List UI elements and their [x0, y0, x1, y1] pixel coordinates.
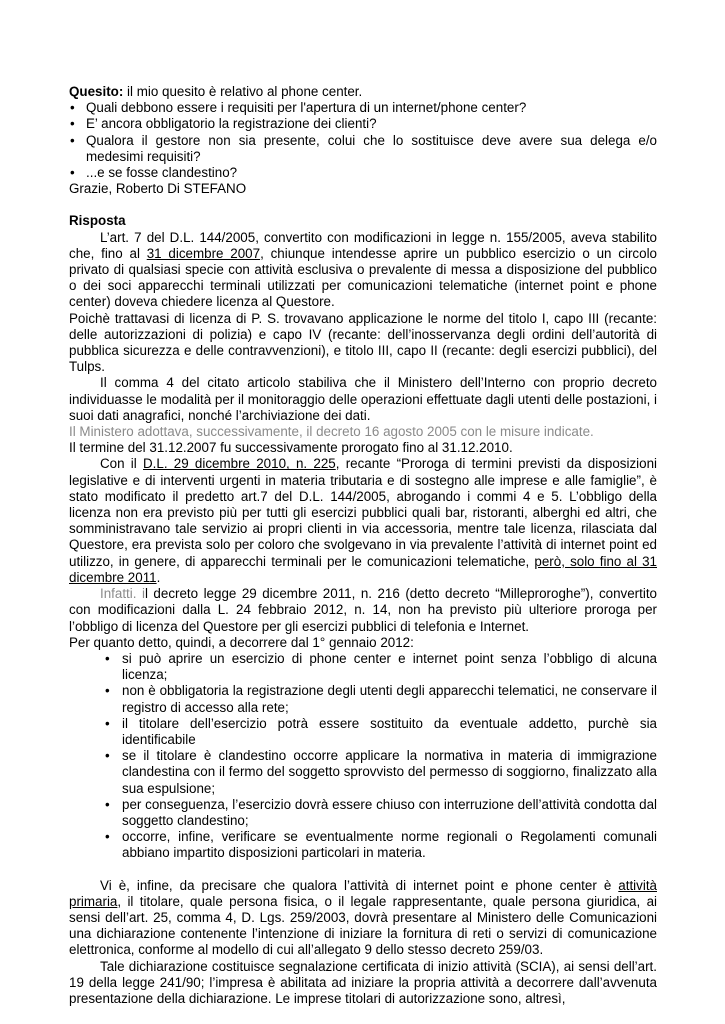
underlined-date: 31 dicembre 2007	[146, 245, 261, 261]
answer-heading: Risposta	[69, 213, 126, 229]
list-item: • occorre, infine, verificare se eventualmente norme regionali o Regolamenti comunali abbiano impartito disposizioni particolari in materia.	[105, 829, 657, 861]
spacer	[69, 197, 657, 213]
spacer	[69, 862, 657, 878]
question-text: il mio quesito è relativo al phone center.	[123, 84, 363, 99]
answer-paragraph: L’art. 7 del D.L. 144/2005, convertito con modificazioni in legge n. 155/2005, aveva stabilito che, fino al 31 dicembre 2007, chiunque intendesse aprire un pubblico esercizio o un circolo privato di qualsiasi specie con attività esclusiva o prevalente di messa a disposizione del pubblico o dei soci apparecchi terminali utilizzati per comunicazioni telematiche (internet point e phone center) doveva chiedere licenza al Questore.	[69, 229, 657, 310]
list-item: • si può aprire un esercizio di phone center e internet point senza l’obbligo di alcuna licenza;	[105, 651, 657, 683]
answer-paragraph: Con il D.L. 29 dicembre 2010, n. 225, recante “Proroga di termini previsti da disposizioni legislative e di interventi urgenti in materia tributaria e di sostegno alle imprese e alle famiglie”, è stato modificato il predetto art.7 del D.L. 144/2005, abrogando i commi 4 e 5. L’obbligo della licenza non era previsto più per tutti gli esercizi pubblici quali bar, ristoranti, alberghi ed altri, che somministravano tale servizio ai propri clienti in via accessoria, mentre tale licenza, rilasciata dal Questore, era prevista solo per coloro che svolgevano in via prevalente l’attività di internet point ed utilizzo, in genere, di apparecchi terminali per le comunicazioni telematiche, però, solo fino al 31 dicembre 2011.	[69, 456, 658, 585]
question-intro	[69, 84, 657, 100]
question-bullet: • ...e se fosse clandestino?	[69, 165, 657, 181]
list-item: • il titolare dell’esercizio potrà essere sostituito da eventuale addetto, purchè sia identificabile	[105, 716, 657, 748]
answer-paragraph: Il comma 4 del citato articolo stabiliva che il Ministero dell’Interno con proprio decreto individuasse le modalità per il monitoraggio delle operazioni effettuate dagli utenti delle postazioni, i suoi dati anagrafici, nonché l’archiviazione dei dati.	[69, 375, 657, 423]
answer-paragraph: Il termine del 31.12.2007 fu successivamente prorogato fino al 31.12.2010.	[69, 440, 513, 456]
underlined-decree: D.L. 29 dicembre 2010, n. 225	[143, 456, 336, 472]
underlined-deadline: però, solo fino al 31 dicembre 2011	[69, 553, 658, 585]
consequences-list	[69, 651, 657, 862]
list-item: • se il titolare è clandestino occorre applicare la normativa in materia di immigrazione clandestina con il fermo del soggetto sprovvisto del permesso di soggiorno, finalizzato alla sua espulsione;	[105, 748, 657, 797]
question-bullet: • Quali debbono essere i requisiti per l'apertura di un internet/phone center?	[69, 100, 657, 116]
question-bullet: • E’ ancora obbligatorio la registrazione dei clienti?	[69, 116, 657, 132]
answer-paragraph: Vi è, infine, da precisare che qualora l’attività di internet point e phone center è attività primaria, il titolare, quale persona fisica, o il legale rappresentante, quale persona giuridica, ai sensi dell’art. 25, comma 4, D. Lgs. 259/2003, dovrà presentare al Ministero delle Comunicazioni una dichiarazione contenente l’intenzione di iniziare la fornitura di reti o servizi di comunicazione elettronica, conforme al modello di cui all’allegato 9 dello stesso decreto 259/03.	[69, 877, 657, 958]
underlined-term: attività primaria	[69, 877, 657, 909]
question-signature: Grazie, Roberto Di STEFANO	[69, 181, 247, 197]
question-bullet: • Qualora il gestore non sia presente, colui che lo sostituisce deve avere sua delega e/o medesimi requisiti?	[69, 133, 657, 165]
list-item: • per conseguenza, l’esercizio dovrà essere chiuso con interruzione dell’attività condotta dal soggetto clandestino;	[105, 797, 657, 829]
answer-paragraph: Infatti. il decreto legge 29 dicembre 2011, n. 216 (detto decreto “Milleproroghe”), convertito con modificazioni dalla L. 24 febbraio 2012, n. 14, non ha previsto più ulteriore proroga per l’obbligo di licenza del Questore per gli esercizi pubblici di telefonia e Internet.	[69, 586, 657, 634]
list-item: • non è obbligatoria la registrazione degli utenti degli apparecchi telematici, ne conservare il registro di accesso alla rete;	[105, 683, 657, 715]
question-label: Quesito:	[69, 84, 124, 99]
answer-paragraph: Tale dichiarazione costituisce segnalazione certificata di inizio attività (SCIA), ai sensi dell’art. 19 della legge 241/90; l’impresa è abilitata ad iniziare la propria attività a decorrere dall’avvenuta presentazione della dichiarazione. Le imprese titolari di autorizzazione sono, altresì,	[69, 958, 657, 1006]
answer-paragraph: Per quanto detto, quindi, a decorrere dal 1° gennaio 2012:	[69, 634, 414, 650]
answer-paragraph: Poichè trattavasi di licenza di P. S. trovavano applicazione le norme del titolo I, capo III (recante: delle autorizzazioni di polizia) e capo IV (recante: dell’inosservanza degli ordini dell’autorità di pubblica sicurezza e delle contravvenzioni), e titolo III, capo II (recante: degli esercizi pubblici), del Tulps.	[69, 310, 657, 375]
answer-paragraph-gray: Il Ministero adottava, successivamente, il decreto 16 agosto 2005 con le misure indicate.	[69, 424, 594, 440]
